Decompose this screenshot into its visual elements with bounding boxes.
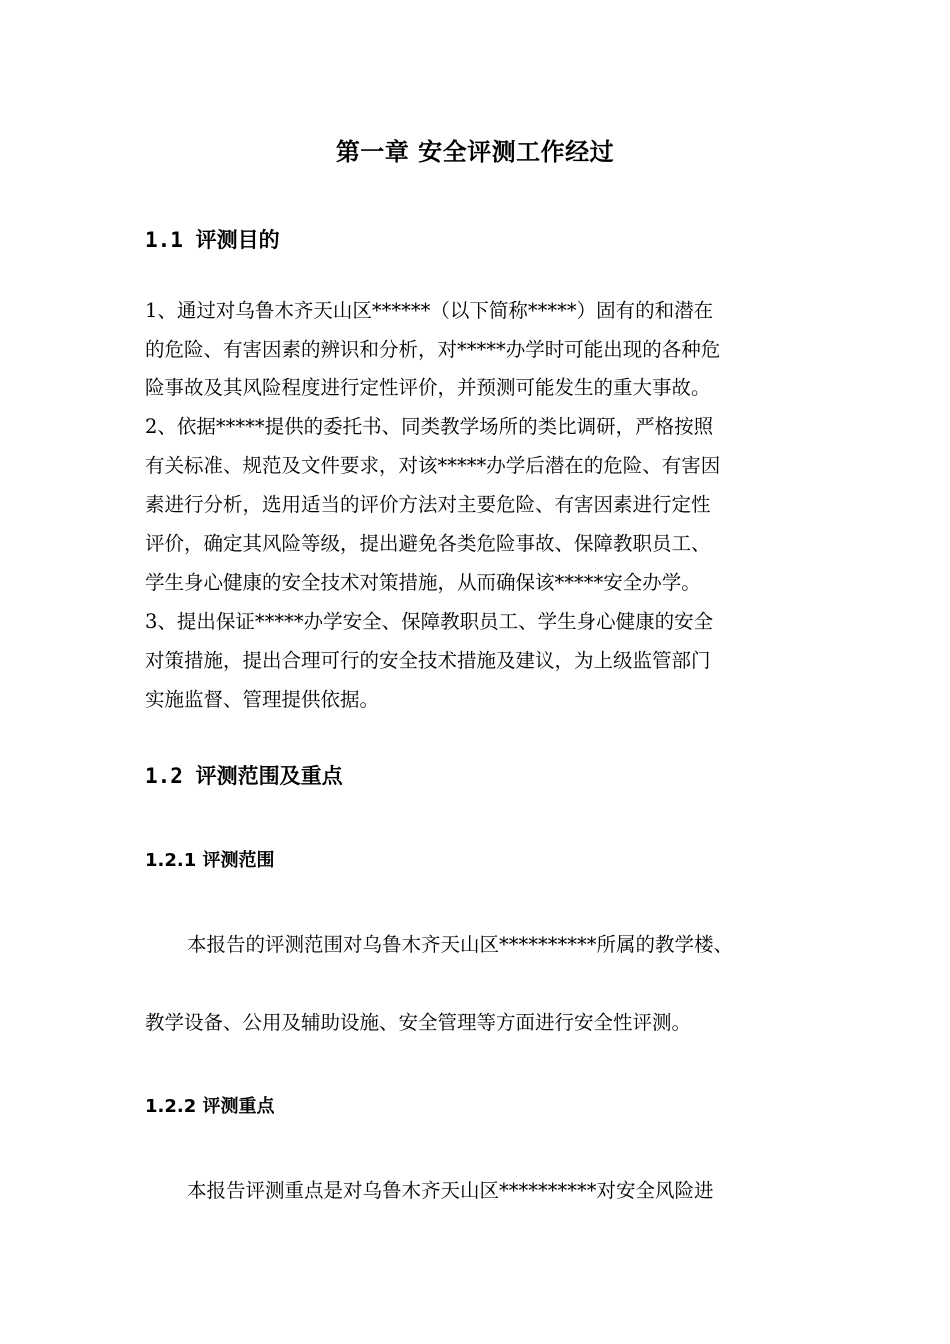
body-line: 3、提出保证*****办学安全、保障教职员工、学生身心健康的安全 bbox=[145, 610, 714, 633]
body-line: 素进行分析，选用适当的评价方法对主要危险、有害因素进行定性 bbox=[145, 493, 711, 516]
body-line: 2、依据*****提供的委托书、同类教学场所的类比调研，严格按照 bbox=[145, 415, 714, 438]
body-line: 险事故及其风险程度进行定性评价，并预测可能发生的重大事故。 bbox=[145, 376, 711, 399]
chapter-title: 第一章 安全评测工作经过 bbox=[335, 138, 615, 166]
body-line: 对策措施，提出合理可行的安全技术措施及建议，为上级监管部门 bbox=[145, 649, 711, 672]
section-heading-1-2: 1.2 评测范围及重点 bbox=[145, 764, 343, 788]
body-line: 的危险、有害因素的辨识和分析，对*****办学时可能出现的各种危 bbox=[145, 338, 721, 361]
body-line: 实施监督、管理提供依据。 bbox=[145, 688, 380, 711]
body-line: 本报告的评测范围对乌鲁木齐天山区**********所属的教学楼、 bbox=[187, 933, 734, 956]
section-heading-1-2-1: 1.2.1 评测范围 bbox=[145, 850, 275, 871]
section-heading-1-1: 1.1 评测目的 bbox=[145, 228, 280, 252]
body-line: 学生身心健康的安全技术对策措施，从而确保该*****安全办学。 bbox=[145, 571, 701, 594]
body-line: 本报告评测重点是对乌鲁木齐天山区**********对安全风险进 bbox=[187, 1179, 714, 1202]
body-line: 1、通过对乌鲁木齐天山区******（以下简称*****）固有的和潜在 bbox=[145, 299, 714, 322]
body-line: 有关标准、规范及文件要求，对该*****办学后潜在的危险、有害因 bbox=[145, 454, 721, 477]
body-line: 教学设备、公用及辅助设施、安全管理等方面进行安全性评测。 bbox=[145, 1011, 692, 1034]
body-line: 评价，确定其风险等级，提出避免各类危险事故、保障教职员工、 bbox=[145, 532, 711, 555]
section-heading-1-2-2: 1.2.2 评测重点 bbox=[145, 1096, 275, 1117]
